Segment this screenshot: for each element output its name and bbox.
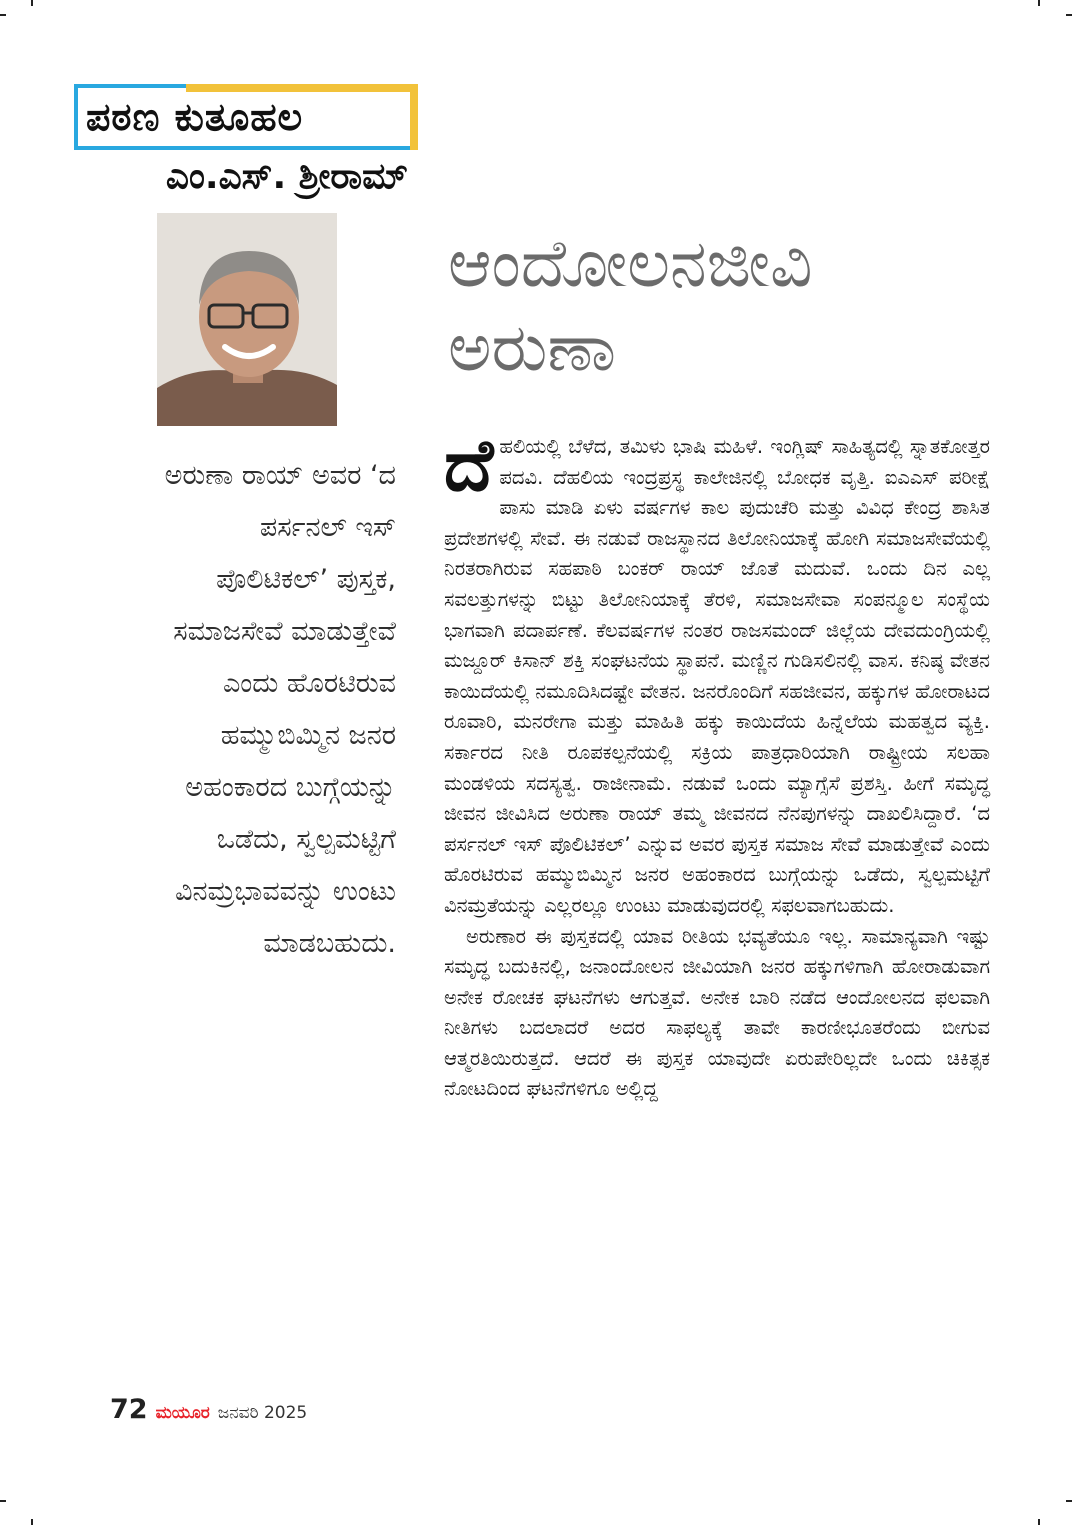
paragraph-2: ಅರುಣಾರ ಈ ಪುಸ್ತಕದಲ್ಲಿ ಯಾವ ರೀತಿಯ ಭವ್ಯತೆಯೂ ಇಲ್ಲ. ಸಾಮಾನ್ಯವಾಗಿ ಇಷ್ಟು ಸಮೃದ್ಧ ಬದುಕಿನಲ್ಲಿ, ಜನಾಂದೋಲನ ಜೀವಿಯಾಗಿ ಜನರ ಹಕ್ಕುಗಳಿಗಾಗಿ ಹೋರಾಡುವಾಗ ಅನೇಕ ರೋಚಕ ಘಟನೆಗಳು ಆಗುತ್ತವೆ. ಅನೇಕ ಬಾರಿ ನಡೆದ ಆಂದೋಲನದ ಫಲವಾಗಿ ನೀತಿಗಳು ಬದಲಾದರೆ ಅದರ ಸಾಫಲ್ಯಕ್ಕೆ ತಾವೇ ಕಾರಣೀಭೂತರೆಂದು ಬೀಗುವ ಆತ್ಮರತಿಯಿರುತ್ತದೆ. ಆದರೆ ಈ ಪುಸ್ತಕ ಯಾವುದೇ ಏರುಪೇರಿಲ್ಲದೇ ಒಂದು ಚಿಕಿತ್ಸಕ ನೋಟದಿಂದ ಘಟನೆಗಳಿಗೂ ಅಲ್ಲಿದ್ದ <box>444 924 990 1101</box>
crop-mark <box>31 1519 33 1525</box>
page-number: 72 <box>110 1394 148 1425</box>
crop-mark <box>1038 0 1040 6</box>
headline-line-1: ಆಂದೋಲನಜೀವಿ <box>448 225 813 302</box>
column-title: ಪಠಣ ಕುತೂಹಲ <box>86 94 304 139</box>
drop-cap: ದೆ <box>444 423 494 507</box>
author-photo <box>157 213 337 426</box>
crop-mark <box>1066 14 1072 16</box>
headline-line-2: ಅರುಣಾ <box>448 309 617 386</box>
paragraph-1-text: ಹಲಿಯಲ್ಲಿ ಬೆಳೆದ, ತಮಿಳು ಭಾಷಿ ಮಹಿಳೆ. ಇಂಗ್ಲಿಷ್ ಸಾಹಿತ್ಯದಲ್ಲಿ ಸ್ನಾತಕೋತ್ತರ ಪದವಿ. ದೆಹಲಿಯ ಇಂದ್ರಪ್ರಸ್ಥ ಕಾಲೇಜಿನಲ್ಲಿ ಬೋಧಕ ವೃತ್ತಿ. ಐಎಎಸ್ ಪರೀಕ್ಷೆ ಪಾಸು ಮಾಡಿ ಏಳು ವರ್ಷಗಳ ಕಾಲ ಪುದುಚೆರಿ ಮತ್ತು ವಿವಿಧ ಕೇಂದ್ರ ಶಾಸಿತ ಪ್ರದೇಶಗಳಲ್ಲಿ ಸೇವೆ. ಈ ನಡುವೆ ರಾಜಸ್ಥಾನದ ತಿಲೋನಿಯಾಕ್ಕೆ ಹೋಗಿ ಸಮಾಜಸೇವೆಯಲ್ಲಿ ನಿರತರಾಗಿರುವ ಸಹಪಾಠಿ ಬಂಕರ್ ರಾಯ್ ಜೊತೆ ಮದುವೆ. ಒಂದು ದಿನ ಎಲ್ಲ ಸವಲತ್ತುಗಳನ್ನು ಬಿಟ್ಟು ತಿಲೋನಿಯಾಕ್ಕೆ ತೆರಳಿ, ಸಮಾಜಸೇವಾ ಸಂಪನ್ಮೂಲ ಸಂಸ್ಥೆಯ ಭಾಗವಾಗಿ ಪದಾರ್ಪಣೆ. ಕೆಲವರ್ಷಗಳ ನಂತರ ರಾಜಸಮಂದ್ ಜಿಲ್ಲೆಯ ದೇವದುಂಗ್ರಿಯಲ್ಲಿ ಮಜ್ದೂರ್ ಕಿಸಾನ್ ಶಕ್ತಿ ಸಂಘಟನೆಯ ಸ್ಥಾಪನೆ. ಮಣ್ಣಿನ ಗುಡಿಸಲಿನಲ್ಲಿ ವಾಸ. ಕನಿಷ್ಠ ವೇತನ ಕಾಯಿದೆಯಲ್ಲಿ ನಮೂದಿಸಿದಷ್ಟೇ ವೇತನ. ಜನರೊಂದಿಗೆ ಸಹಜೀವನ, ಹಕ್ಕುಗಳ ಹೋರಾಟದ ರೂವಾರಿ, ಮನರೇಗಾ ಮತ್ತು ಮಾಹಿತಿ ಹಕ್ಕು ಕಾಯಿದೆಯ ಹಿನ್ನೆಲೆಯ ಮಹತ್ವದ ವ್ಯಕ್ತಿ. ಸರ್ಕಾರದ ನೀತಿ ರೂಪಕಲ್ಪನೆಯಲ್ಲಿ ಸಕ್ರಿಯ ಪಾತ್ರಧಾರಿಯಾಗಿ ರಾಷ್ಟ್ರೀಯ ಸಲಹಾ ಮಂಡಳಿಯ ಸದಸ್ಯತ್ವ. ರಾಜೀನಾಮೆ. ನಡುವೆ ಒಂದು ಮ್ಯಾಗ್ಸೆಸೆ ಪ್ರಶಸ್ತಿ. ಹೀಗೆ ಸಮೃದ್ಧ ಜೀವನ ಜೀವಿಸಿದ ಅರುಣಾ ರಾಯ್ ತಮ್ಮ ಜೀವನದ ನೆನಪುಗಳನ್ನು ದಾಖಲಿಸಿದ್ದಾರೆ. ‘ದ ಪರ್ಸನಲ್ ಇಸ್ ಪೊಲಿಟಿಕಲ್’ ಎನ್ನುವ ಅವರ ಪುಸ್ತಕ ಸಮಾಜ ಸೇವೆ ಮಾಡುತ್ತೇವೆ ಎಂದು ಹೊರಟಿರುವ ಹಮ್ಮುಬಿಮ್ಮಿನ ಜನರ ಅಹಂಕಾರದ ಬುಗ್ಗೆಯನ್ನು ಒಡೆದು, ಸ್ವಲ್ಪಮಟ್ಟಿಗೆ ವಿನಮ್ರತೆಯನ್ನು ಎಲ್ಲರಲ್ಲೂ ಉಂಟು ಮಾಡುವುದರಲ್ಲಿ ಸಫಲವಾಗಬಹುದು. <box>444 435 990 917</box>
pull-quote: ಅರುಣಾ ರಾಯ್ ಅವರ ‘ದ ಪರ್ಸನಲ್ ಇಸ್ ಪೊಲಿಟಿಕಲ್’ ಪುಸ್ತಕ, ಸಮಾಜಸೇವೆ ಮಾಡುತ್ತೇವೆ ಎಂದು ಹೊರಟಿರುವ ಹಮ್ಮುಬಿಮ್ಮಿನ ಜನರ ಅಹಂಕಾರದ ಬುಗ್ಗೆಯನ್ನು ಒಡೆದು, ಸ್ವಲ್ಪಮಟ್ಟಿಗೆ ವಿನಮ್ರಭಾವವನ್ನು ಉಂಟು ಮಾಡಬಹುದು. <box>164 460 396 959</box>
crop-mark <box>1038 1519 1040 1525</box>
crop-mark <box>0 1500 6 1502</box>
author-portrait-icon <box>157 213 337 426</box>
column-badge <box>74 84 418 150</box>
page-footer <box>110 1394 307 1425</box>
issue-date: ಜನವರಿ 2025 <box>217 1403 308 1423</box>
paragraph-1 <box>444 423 990 922</box>
crop-mark <box>0 14 6 16</box>
article-body <box>444 423 990 1105</box>
magazine-logo: ಮಯೂರ <box>155 1403 210 1423</box>
crop-mark <box>1066 1500 1072 1502</box>
author-name: ಎಂ.ಎಸ್. ಶ್ರೀರಾಮ್ <box>165 156 408 197</box>
headline <box>448 222 1008 390</box>
crop-mark <box>31 0 33 6</box>
